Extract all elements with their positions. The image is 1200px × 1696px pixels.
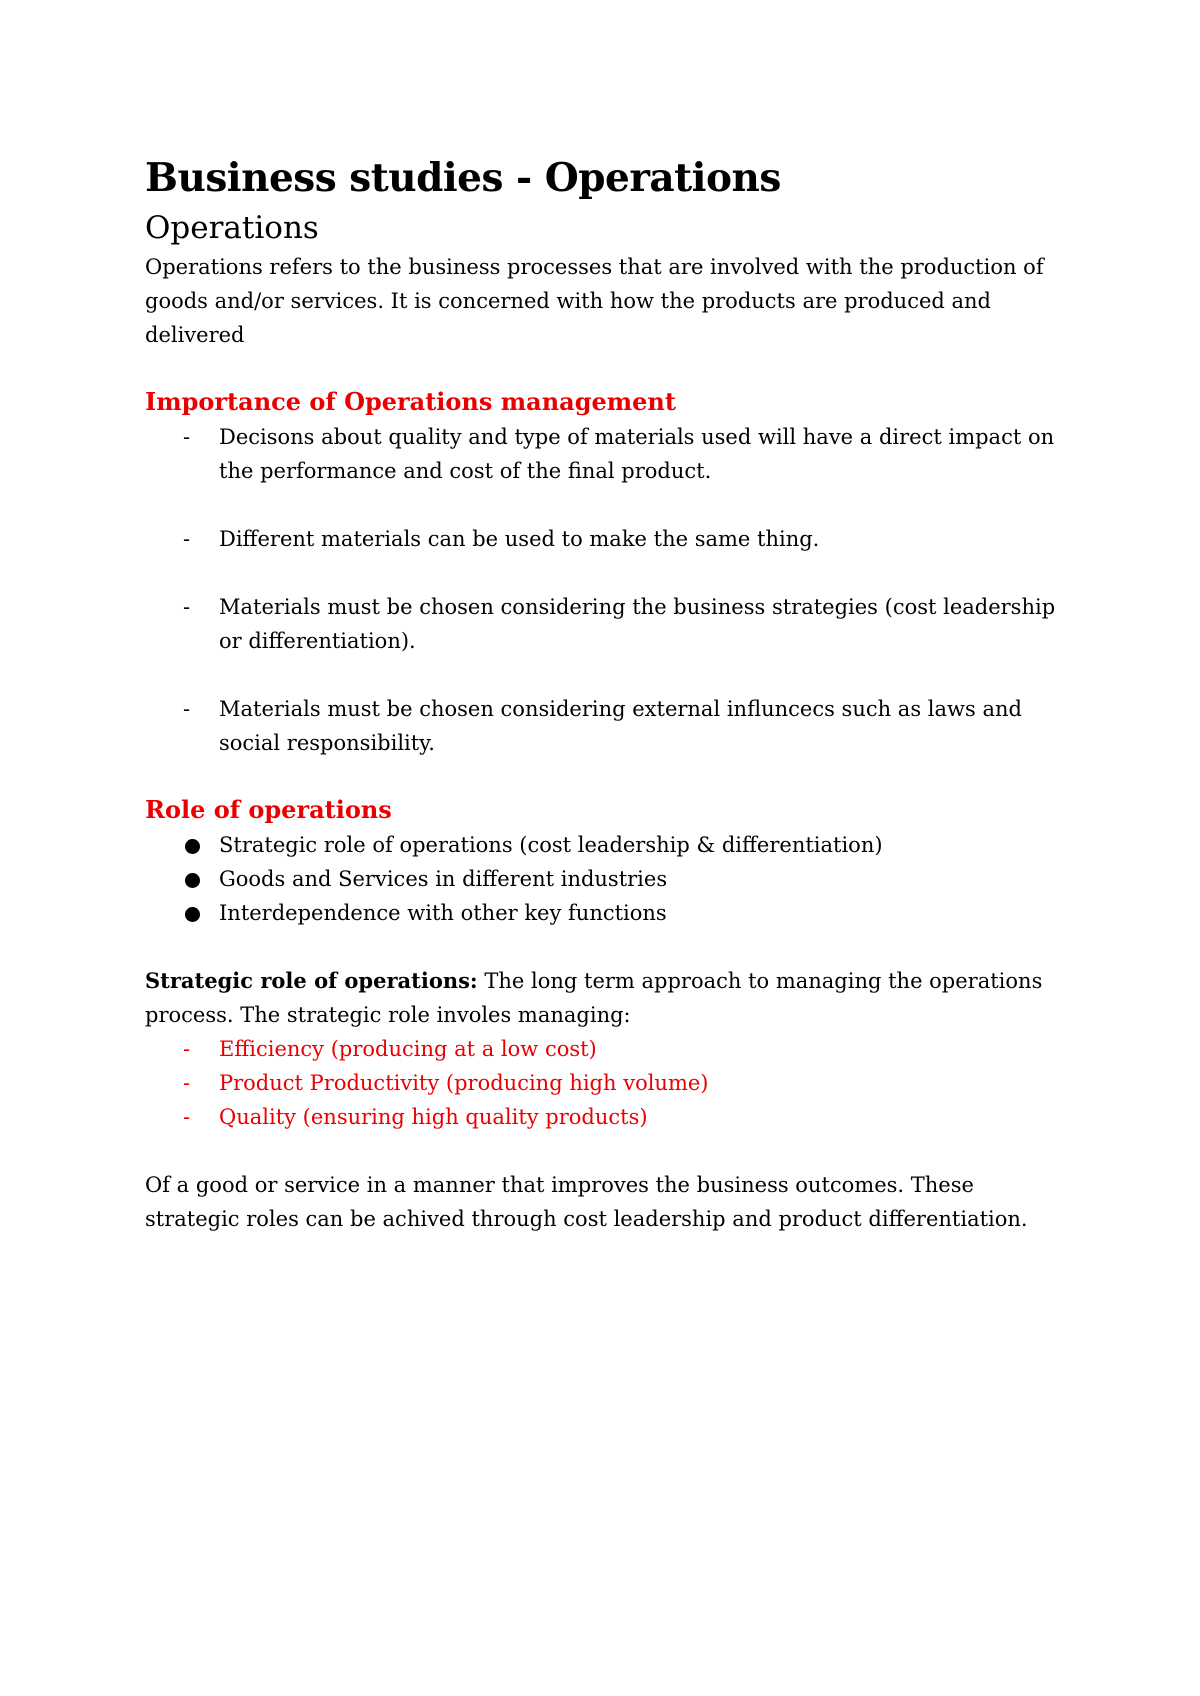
dash-marker: - (183, 425, 191, 449)
list-item-text: Materials must be chosen considering the business strategies (cost leadership or differentiation). (219, 595, 1056, 653)
list-item (145, 692, 1075, 760)
dash-marker: - (183, 595, 191, 619)
list-item (145, 828, 1075, 862)
document-title: Business studies - Operations (145, 155, 781, 201)
strategic-role-list (145, 1032, 1075, 1134)
list-item-text: Product Productivity (producing high volume) (219, 1071, 709, 1095)
importance-list (145, 420, 1075, 760)
dash-marker: - (183, 1071, 191, 1095)
operations-definition: Operations refers to the business processes that are involved with the production of goods and/or services. It is concerned with how the products are produced and delivered (145, 255, 1044, 347)
list-item-text: Different materials can be used to make the same thing. (219, 527, 820, 551)
list-item-text: Interdependence with other key functions (219, 901, 667, 925)
bullet-icon (185, 873, 200, 888)
bullet-icon (185, 907, 200, 922)
dash-marker: - (183, 1037, 191, 1061)
strategic-role-label: Strategic role of operations: (145, 968, 478, 993)
dash-marker: - (183, 527, 191, 551)
list-item-text: Goods and Services in different industries (219, 867, 668, 891)
list-item (145, 522, 1075, 556)
list-item-text: Decisons about quality and type of materials used will have a direct impact on the performance and cost of the final product. (219, 425, 1055, 483)
operations-heading: Operations (145, 210, 319, 246)
list-item-text: Strategic role of operations (cost leadership & differentiation) (219, 833, 883, 857)
strategic-role-text: The long term approach to managing the operations process. The strategic role involes managing: (145, 969, 1043, 1027)
list-item (145, 590, 1075, 658)
dash-marker: - (183, 697, 191, 721)
list-item (145, 420, 1075, 488)
dash-marker: - (183, 1105, 191, 1129)
list-item (145, 1100, 1075, 1134)
document-page (145, 150, 1075, 1236)
list-item-text: Efficiency (producing at a low cost) (219, 1037, 597, 1061)
strategic-role-paragraph (145, 964, 1075, 1032)
list-item (145, 862, 1075, 896)
list-item (145, 896, 1075, 930)
list-item (145, 1066, 1075, 1100)
list-item (145, 1032, 1075, 1066)
list-item-text: Quality (ensuring high quality products) (219, 1105, 648, 1129)
bullet-icon (185, 839, 200, 854)
role-list (145, 828, 1075, 930)
closing-paragraph: Of a good or service in a manner that improves the business outcomes. These strategic roles can be achived through cost leadership and product differentiation. (145, 1173, 1028, 1231)
importance-heading: Importance of Operations management (145, 387, 676, 416)
role-heading: Role of operations (145, 795, 392, 824)
list-item-text: Materials must be chosen considering external influncecs such as laws and social responsibility. (219, 697, 1022, 755)
